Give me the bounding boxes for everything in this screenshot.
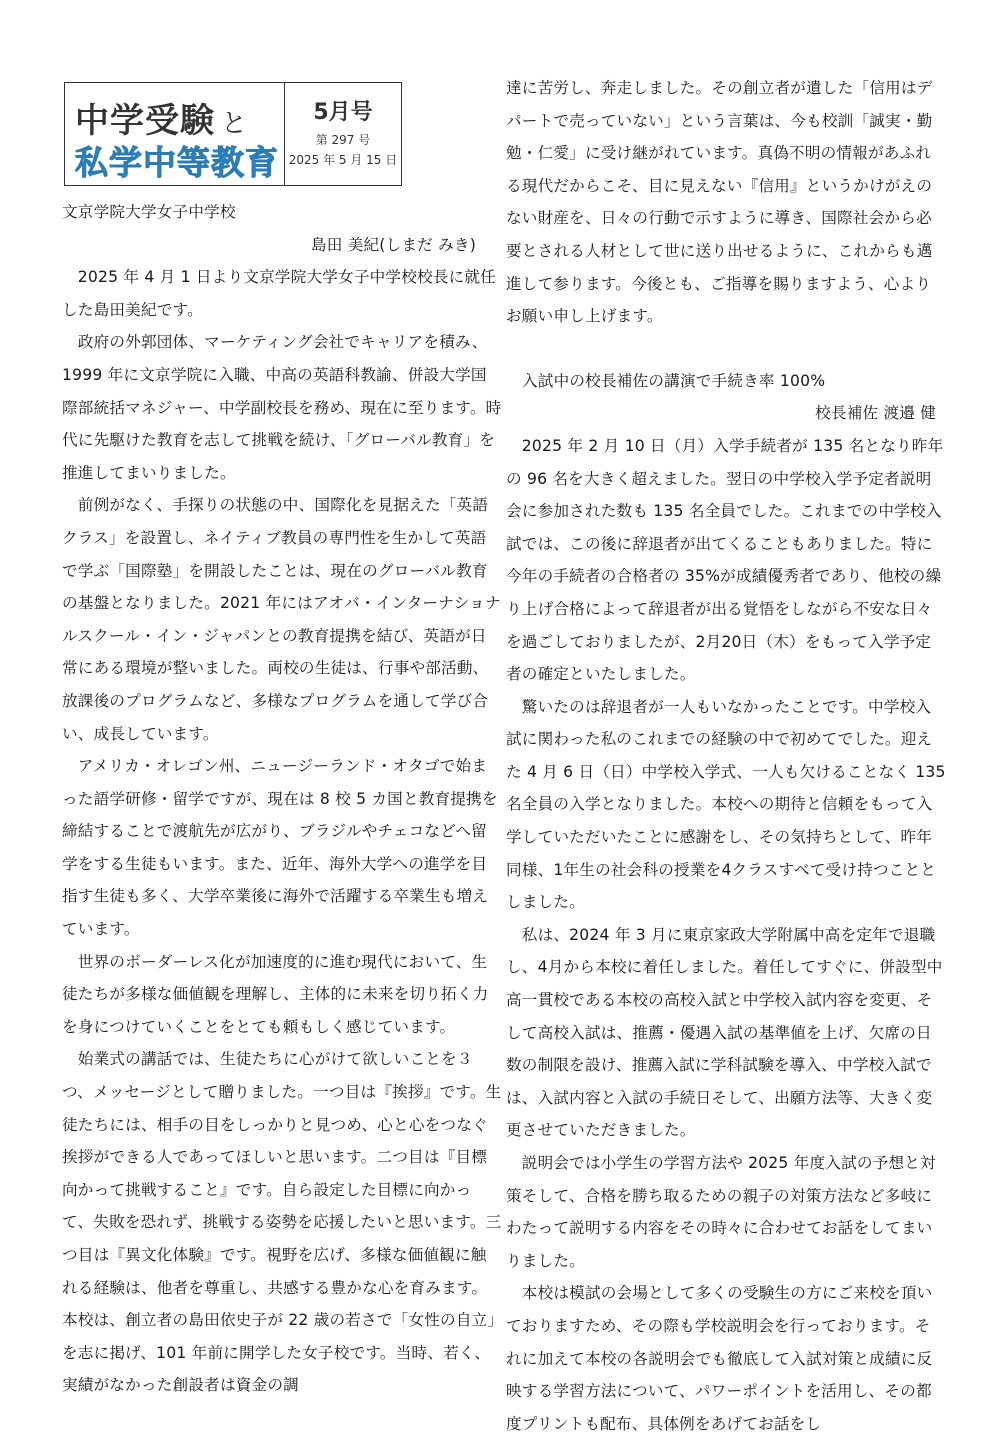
article2-paragraph: 驚いたのは辞退者が一人もいなかったことです。中学校入試に関わった私のこれまでの経験の中で初めてでした。迎えた 4 月 6 日（日）中学校入学式、一人も欠けることなく 135 名全員の入学となりました。本校への期待と信頼をもって入学していただいたことに感謝をし、その気持ちとして、昨年同様、1年生の社会科の授業を4クラスすべて受け持つこととしました。 <box>506 697 946 912</box>
article2-paragraph: 2025 年 2 月 10 日（月）入学手続者が 135 名となり昨年の 96 名を大きく超えました。翌日の中学校入学予定者説明会に参加された数も 135 名全員でした。これまでの中学校入試では、この後に辞退者が出てくることもありました。特に今年の手続者の合格者の 35%が成績優秀者であり、他校の繰り上げ合格によって辞退者が出る覚悟をしながら不安な日々を過ごしておりましたが、2月20日（木）をもって入学予定者の確定といたしました。 <box>506 436 944 684</box>
masthead-issue-block <box>285 83 401 185</box>
article1-paragraph: 始業式の講話では、生徒たちに心がけて欲しいことを３つ、メッセージとして贈りました。一つ目は『挨拶』です。生徒たちには、相手の目をしっかりと見つめ、心と心をつなぐ挨拶ができる人であってほしいと思います。二つ目は『目標向かって挑戦すること』です。自ら設定した目標に向かって、失敗を恐れず、挑戦する姿勢を応援したいと思います。三つ目は『異文化体験』です。視野を広げ、多様な価値観に触れる経験は、他者を尊重し、共感する豊かな心を育みます。 <box>62 1050 502 1297</box>
masthead-title-line1: 中学受験 と <box>75 101 249 141</box>
issue-date: 2025 年 5 月 15 日 <box>288 153 398 167</box>
article1-paragraph: 政府の外郭団体、マーケティング会社でキャリアを積み、1999 年に文京学院に入職、中高の英語科教諭、併設大学国際部統括マネジャー、中学副校長を務め、現在に至ります。時代に先駆けた教育を志して挑戦を続け、「グローバル教育」を推進してまいりました。 <box>62 333 502 482</box>
issue-month: 5月号 <box>313 100 373 125</box>
article1-school: 文京学院大学女子中学校 <box>62 203 236 221</box>
article2-author: 校長補佐 渡邉 健 <box>815 404 936 423</box>
article2-paragraph: 私は、2024 年 3 月に東京家政大学附属中高を定年で退職し、4月から本校に着任しました。着任してすぐに、併設型中高一貫校である本校の高校入試と中学校入試内容を変更、そして高校入試は、推薦・優遇入試の基準値を上げ、欠席の日数の制限を設け、推薦入試に学科試験を導入、中学校入試では、入試内容と入試の手続日そして、出願方法等、大きく変更させていただきました。 <box>506 925 943 1140</box>
article1-author: 島田 美紀(しまだ みき) <box>310 235 476 254</box>
masthead-title-block <box>65 83 285 185</box>
issue-number: 第 297 号 <box>315 133 371 147</box>
right-column <box>506 72 946 1440</box>
article2-heading: 入試中の校長補佐の講演で手続き率 100% <box>522 371 826 390</box>
masthead-title-and: と <box>221 109 249 139</box>
masthead <box>64 82 402 186</box>
article1-paragraph: アメリカ・オレゴン州、ニュージーランド・オタゴで始まった語学研修・留学ですが、現在は 8 校 5 カ国と教育提携を締結することで渡航先が広がり、ブラジルやチェコなどへ留学をする生徒もいます。また、近年、海外大学への進学を目指す生徒も多く、大学卒業後に海外で活躍する卒業生も増えています。 <box>62 757 498 939</box>
article1-paragraph: 世界のボーダーレス化が加速度的に進む現代において、生徒たちが多様な価値観を理解し、主体的に未来を切り拓く力を身につけていくことをとても頼もしく感じています。 <box>62 952 489 1036</box>
article1-paragraph: 2025 年 4 月 1 日より文京学院大学女子中学校校長に就任した島田美紀です。 <box>62 268 496 319</box>
article2-paragraph: 本校は模試の会場として多くの受験生の方にご来校を頂いておりますため、その際も学校説明会を行っております。それに加えて本校の各説明会でも徹底して入試対策と成績に反映する学習方法について、パワーポイントを活用し、その都度プリントも配布、具体例をあげてお話をし <box>506 1284 933 1433</box>
article1-paragraph-continued: 達に苦労し、奔走しました。その創立者が遺した「信用はデパートで売っていない」という言葉は、今も校訓「誠実・勤勉・仁愛」に受け継がれています。真偽不明の情報があふれる現代だからこそ、目に見えない『信用』というかけがえのない財産を、日々の行動で示すように導き、国際社会から必要とされる人材として世に送り出せるように、これからも邁進して参ります。今後とも、ご指導を賜りますよう、心よりお願い申し上げます。 <box>506 79 933 326</box>
article2-paragraph: 説明会では小学生の学習方法や 2025 年度入試の予想と対策そして、合格を勝ち取るための親子の対策方法など多岐にわたって説明する内容をその時々に合わせてお話をしてまいりました。 <box>506 1154 936 1270</box>
left-column <box>62 196 502 1402</box>
article1-paragraph: 前例がなく、手探りの状態の中、国際化を見据えた「英語クラス」を設置し、ネイティブ教員の専門性を生かして英語で学ぶ「国際塾」を開設したことは、現在のグローバル教育の基盤となりました。2021 年にはアオバ・インターナショナルスクール・イン・ジャパンとの教育提携を結び、英語が日常にある環境が整いました。両校の生徒は、行事や部活動、放課後のプログラムなど、多様なプログラムを通して学び合い、成長しています。 <box>62 496 501 743</box>
article1-paragraph: 本校は、創立者の島田依史子が 22 歳の若さで「女性の自立」を志に掲げ、101 年前に開学した女子校です。当時、若く、実績がなかった創設者は資金の調 <box>62 1311 496 1395</box>
masthead-title-line2: 私学中等教育 <box>75 143 279 182</box>
